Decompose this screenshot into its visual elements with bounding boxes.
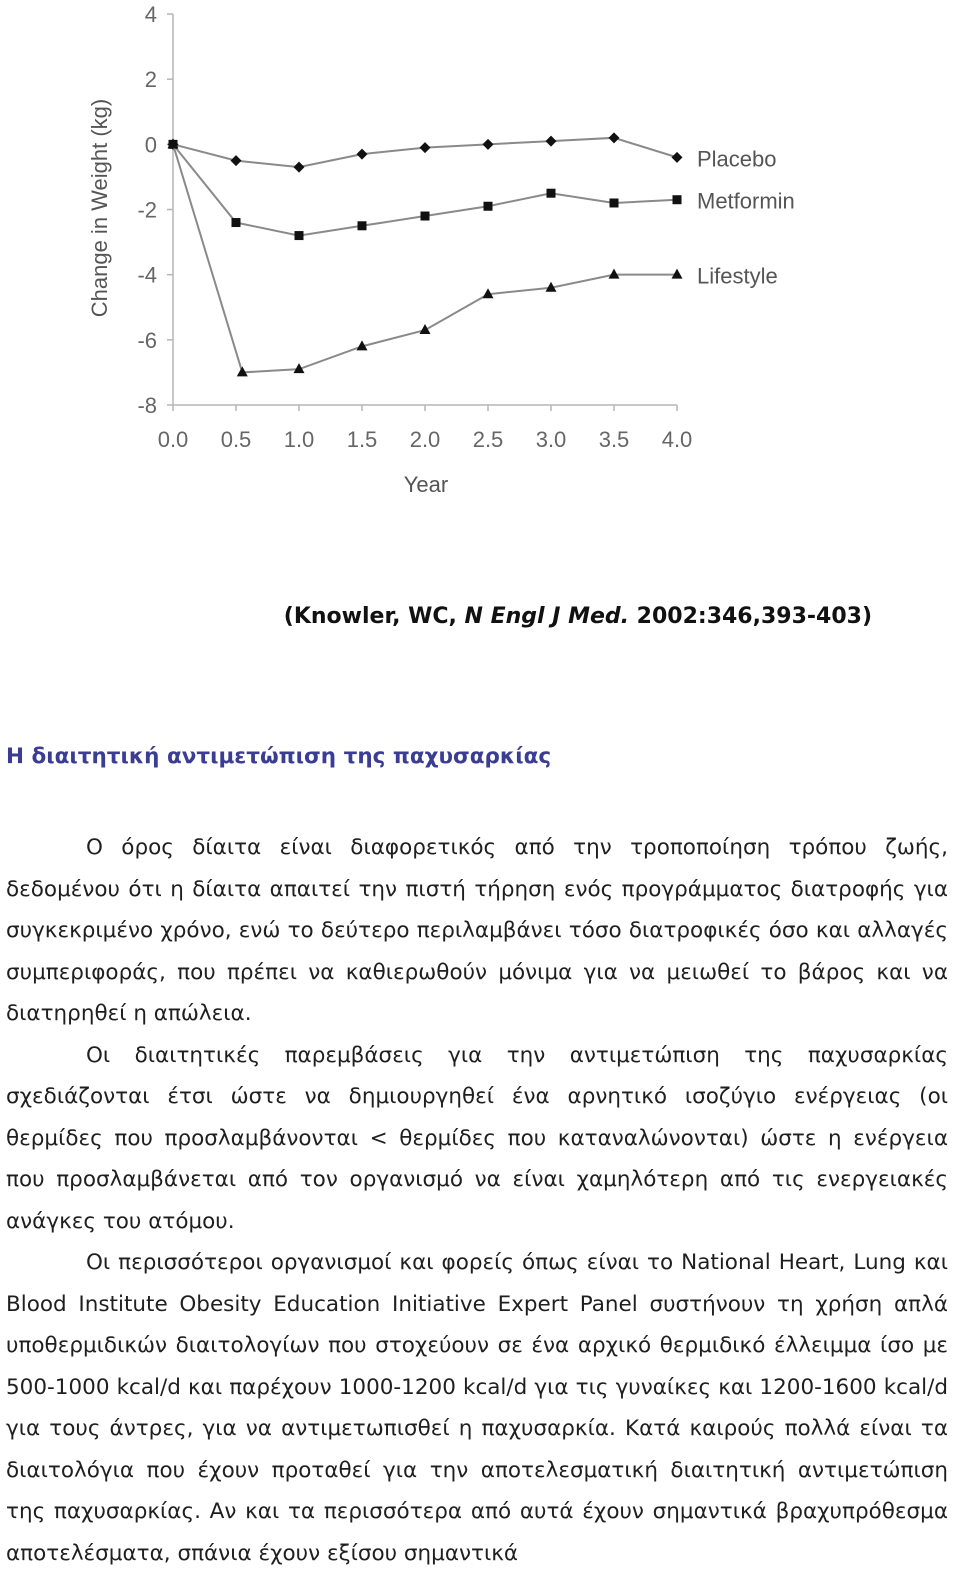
data-point-placebo (231, 155, 242, 166)
data-point-placebo (609, 132, 620, 143)
x-tick-label: 3.5 (598, 427, 630, 452)
y-axis-label: Change in Weight (kg) (87, 98, 112, 318)
weight-change-chart (60, 0, 820, 520)
y-tick-label: 0 (144, 132, 157, 158)
legend-label-metformin: Metformin (697, 188, 795, 214)
citation-rest: 2002:346,393-403) (629, 604, 872, 629)
citation-open: (Knowler, WC, (283, 604, 465, 629)
citation-journal: N Engl J Med. (464, 604, 629, 629)
x-tick-label: 4.0 (661, 427, 693, 452)
paragraph: Οι διαιτητικές παρεμβάσεις για την αντιμετώπιση της παχυσαρκίας σχεδιάζονται έτσι ώστε να δημιουργηθεί ένα αρνητικό ισοζύγιο ενέργειας (οι θερμίδες που προσλαμβάνονται < θερμίδες που καταναλώνονται) ώστε η ενέργεια που προσλαμβάνεται από τον οργανισμό να είναι χαμηλότερη από τις ενεργειακές ανάγκες του ατόμου. (6, 1042, 948, 1234)
data-point-placebo (294, 162, 305, 173)
y-tick-label: -4 (137, 262, 157, 288)
body-text (6, 827, 948, 1574)
legend-label-placebo: Placebo (697, 146, 777, 172)
y-tick-label: 2 (144, 67, 157, 93)
data-point-metformin (547, 189, 556, 198)
x-tick-label: 1.0 (283, 427, 315, 452)
y-tick-label: -2 (137, 197, 157, 223)
x-tick-label: 0.5 (220, 427, 252, 452)
data-point-metformin (610, 198, 619, 207)
data-point-metformin (421, 212, 430, 221)
paragraph: Ο όρος δίαιτα είναι διαφορετικός από την τροποποίηση τρόπου ζωής, δεδομένου ότι η δίαιτα απαιτεί την πιστή τήρηση ενός προγράμματος διατροφής για συγκεκριμένο χρόνο, ενώ το δεύτερο περιλαμβάνει τόσο διατροφικές όσο και αλλαγές συμπεριφοράς, που πρέπει να καθιερωθούν μόνιμα για να μειωθεί το βάρος και να διατηρηθεί η απώλεια. (6, 835, 948, 1026)
section-heading: Η διαιτητική αντιμετώπιση της παχυσαρκίας (6, 744, 552, 769)
data-point-lifestyle (420, 324, 431, 334)
x-tick-label: 2.0 (409, 427, 441, 452)
y-tick-label: 4 (144, 2, 157, 27)
data-point-placebo (483, 139, 494, 150)
data-point-metformin (673, 195, 682, 204)
y-axis-ticks (137, 2, 173, 418)
data-point-placebo (672, 152, 683, 163)
x-tick-label: 0.0 (157, 427, 189, 452)
x-axis-label: Year (403, 472, 449, 497)
data-point-placebo (420, 142, 431, 153)
x-tick-label: 1.5 (346, 427, 378, 452)
y-tick-label: -6 (137, 327, 157, 353)
x-axis-ticks (158, 405, 693, 452)
citation (0, 604, 872, 629)
y-tick-label: -8 (137, 393, 157, 418)
paragraph: Οι περισσότεροι οργανισμοί και φορείς όπως είναι το National Heart, Lung και Blood Institute Obesity Education Initiative Expert Panel συστήνουν τη χρήση απλά υποθερμιδικών διαιτολογίων που στοχεύουν σε ένα αρχικό θερμιδικό έλλειμμα ίσο με 500-1000 kcal/d και παρέχουν 1000-1200 kcal/d για τις γυναίκες και 1200-1600 kcal/d για τους άντρες, για να αντιμετωπισθεί η παχυσαρκία. Κατά καιρούς πολλά είναι τα διαιτολόγια που έχουν προταθεί για την αποτελεσματική διαιτητική αντιμετώπιση της παχυσαρκίας. Αν και τα περισσότερα από αυτά έχουν σημαντικά βραχυπρόθεσμα αποτελέσματα, σπάνια έχουν εξίσου σημαντικά (6, 1250, 948, 1566)
legend-label-lifestyle: Lifestyle (697, 263, 778, 289)
chart-series (168, 132, 795, 376)
data-point-metformin (295, 231, 304, 240)
data-point-placebo (546, 136, 557, 147)
series-line-metformin (173, 144, 677, 235)
data-point-placebo (357, 149, 368, 160)
x-tick-label: 2.5 (472, 427, 504, 452)
chart-axes (173, 14, 677, 405)
x-tick-label: 3.0 (535, 427, 567, 452)
data-point-metformin (484, 202, 493, 211)
data-point-metformin (358, 221, 367, 230)
series-line-lifestyle (173, 144, 677, 372)
data-point-metformin (232, 218, 241, 227)
